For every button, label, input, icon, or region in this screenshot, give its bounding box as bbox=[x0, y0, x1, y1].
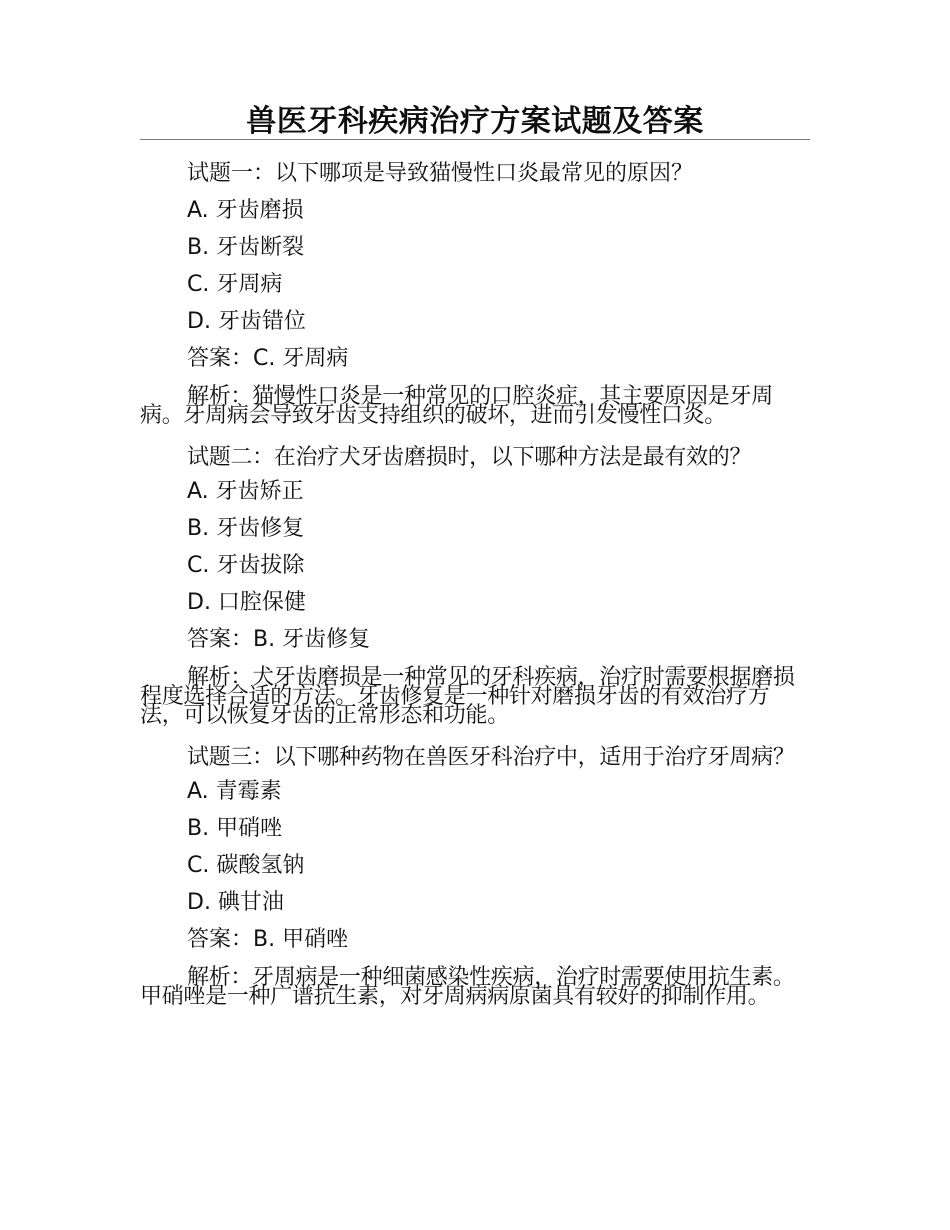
option-c: C. 牙齿拔除 bbox=[187, 553, 305, 578]
question-text: 试题一：以下哪项是导致猫慢性口炎最常见的原因？ bbox=[187, 161, 694, 186]
answer-text: 答案：C. 牙周病 bbox=[187, 346, 349, 371]
analysis-text: 解析：猫慢性口炎是一种常见的口腔炎症，其主要原因是牙周病。牙周病会导致牙齿支持组织的破坏，进而引发慢性口炎。 bbox=[140, 384, 773, 428]
option-d: D. 口腔保健 bbox=[187, 590, 306, 615]
option-a: A. 牙齿矫正 bbox=[187, 479, 304, 504]
option-d: D. 牙齿错位 bbox=[187, 309, 306, 334]
question-text: 试题二：在治疗犬牙齿磨损时，以下哪种方法是最有效的？ bbox=[187, 445, 752, 470]
document-body bbox=[140, 157, 810, 1022]
analysis-text: 解析：犬牙齿磨损是一种常见的牙科疾病，治疗时需要根据磨损程度选择合适的方法。牙齿修复是一种针对磨损牙齿的有效治疗方法，可以恢复牙齿的正常形态和功能。 bbox=[140, 665, 795, 728]
answer-text: 答案：B. 甲硝唑 bbox=[187, 927, 349, 952]
option-a: A. 青霉素 bbox=[187, 779, 282, 804]
question-text: 试题三：以下哪种药物在兽医牙科治疗中，适用于治疗牙周病？ bbox=[187, 745, 795, 770]
option-b: B. 牙齿修复 bbox=[187, 516, 305, 541]
option-c: C. 碳酸氢钠 bbox=[187, 853, 305, 878]
option-b: B. 牙齿断裂 bbox=[187, 235, 305, 260]
option-d: D. 碘甘油 bbox=[187, 890, 284, 915]
title-underline bbox=[140, 139, 810, 140]
option-c: C. 牙周病 bbox=[187, 272, 283, 297]
answer-text: 答案：B. 牙齿修复 bbox=[187, 627, 371, 652]
option-b: B. 甲硝唑 bbox=[187, 816, 283, 841]
document-title: 兽医牙科疾病治疗方案试题及答案 bbox=[246, 104, 704, 139]
analysis-text: 解析：牙周病是一种细菌感染性疾病，治疗时需要使用抗生素。甲硝唑是一种广谱抗生素，对牙周病病原菌具有较好的抑制作用。 bbox=[140, 965, 795, 1009]
option-a: A. 牙齿磨损 bbox=[187, 198, 304, 223]
